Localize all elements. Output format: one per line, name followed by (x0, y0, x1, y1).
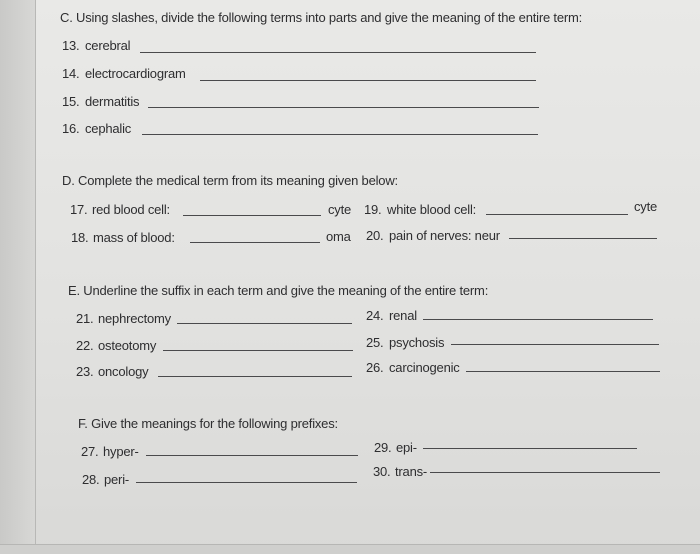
answer-line[interactable] (466, 371, 660, 372)
answer-line[interactable] (451, 344, 659, 345)
page-left-shadow (0, 0, 36, 553)
term-suffix: cyte (634, 199, 658, 214)
question-term: peri- (104, 472, 130, 487)
question-number: 26. (366, 360, 384, 375)
question-number: 15. (62, 94, 80, 109)
question-number: 13. (62, 38, 80, 53)
question-number: 14. (62, 66, 80, 81)
section-d-heading: D. Complete the medical term from its meaning given below: (62, 173, 398, 188)
answer-line[interactable] (177, 323, 352, 324)
question-term: red blood cell: (92, 202, 170, 217)
answer-line[interactable] (148, 107, 539, 108)
question-number: 16. (62, 121, 80, 136)
question-term: oncology (98, 364, 149, 379)
question-number: 18. (71, 230, 89, 245)
question-number: 27. (81, 444, 99, 459)
question-term: white blood cell: (387, 202, 477, 217)
answer-line[interactable] (183, 215, 321, 216)
answer-line[interactable] (140, 52, 536, 53)
question-number: 19. (364, 202, 382, 217)
section-f-heading: F. Give the meanings for the following prefixes: (78, 416, 338, 431)
answer-line[interactable] (200, 80, 536, 81)
answer-line[interactable] (486, 214, 628, 215)
answer-line[interactable] (142, 134, 538, 135)
question-term: hyper- (103, 444, 139, 459)
question-number: 21. (76, 311, 94, 326)
question-number: 25. (366, 335, 384, 350)
answer-line[interactable] (509, 238, 657, 239)
page-left-edge (35, 0, 36, 553)
section-e-heading: E. Underline the suffix in each term and give the meaning of the entire term: (68, 283, 489, 298)
question-term: electrocardiogram (85, 66, 186, 81)
question-number: 24. (366, 308, 384, 323)
question-number: 17. (70, 202, 88, 217)
question-number: 28. (82, 472, 100, 487)
section-c-heading: C. Using slashes, divide the following terms into parts and give the meaning of the entire term: (60, 10, 583, 25)
question-term: carcinogenic (389, 360, 460, 375)
question-term: pain of nerves: neur (389, 228, 500, 243)
question-term: dermatitis (85, 94, 140, 109)
question-term: epi- (396, 440, 417, 455)
question-number: 23. (76, 364, 94, 379)
question-term: nephrectomy (98, 311, 171, 326)
question-term: renal (389, 308, 417, 323)
answer-line[interactable] (190, 242, 320, 243)
question-number: 22. (76, 338, 94, 353)
question-term: cephalic (85, 121, 132, 136)
answer-line[interactable] (158, 376, 352, 377)
question-term: osteotomy (98, 338, 157, 353)
question-term: trans- (395, 464, 428, 479)
term-suffix: cyte (328, 202, 352, 217)
term-suffix: oma (326, 229, 351, 244)
question-number: 20. (366, 228, 384, 243)
answer-line[interactable] (146, 455, 358, 456)
answer-line[interactable] (423, 319, 653, 320)
question-number: 30. (373, 464, 391, 479)
question-term: cerebral (85, 38, 131, 53)
answer-line[interactable] (163, 350, 353, 351)
answer-line[interactable] (136, 482, 357, 483)
question-term: mass of blood: (93, 230, 175, 245)
answer-line[interactable] (423, 448, 637, 449)
question-number: 29. (374, 440, 392, 455)
answer-line[interactable] (430, 472, 660, 473)
question-term: psychosis (389, 335, 445, 350)
